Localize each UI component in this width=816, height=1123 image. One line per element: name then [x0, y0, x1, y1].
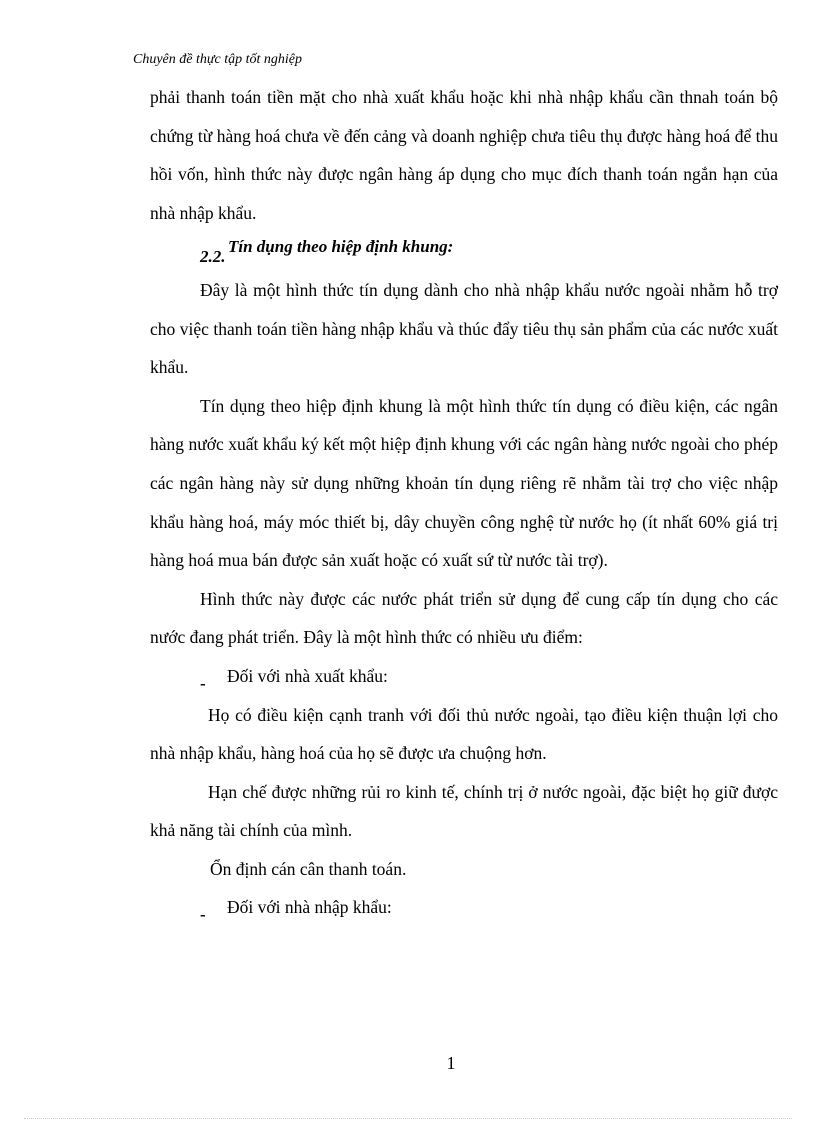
bullet-marker: - [200, 673, 206, 693]
page-number: 1 [446, 1053, 456, 1073]
paragraph-4: Hình thức này được các nước phát triển sử dụng để cung cấp tín dụng cho các nước đang phát triển. Đây là một hình thức có nhiều ưu điểm: [150, 588, 778, 648]
page-bottom-divider [24, 1118, 792, 1119]
paragraph-1: phải thanh toán tiền mặt cho nhà xuất khẩu hoặc khi nhà nhập khẩu cần thnah toán bộ chứng từ hàng hoá chưa về đến cảng và doanh nghiệp chưa tiêu thụ được hàng hoá để thu hồi vốn, hình thức này được ngân hàng áp dụng cho mục đích thanh toán ngắn hạn của nhà nhập khẩu. [150, 87, 778, 223]
bullet-importer-text: Đối với nhà nhập khẩu: [227, 897, 392, 918]
paragraph-6: Hạn chế được những rủi ro kinh tế, chính trị ở nước ngoài, đặc biệt họ giữ được khả năng tài chính của mình. [150, 781, 778, 841]
bullet-marker: - [200, 905, 206, 925]
section-title: Tín dụng theo hiệp định khung: [228, 237, 454, 257]
paragraph-3: Tín dụng theo hiệp định khung là một hình thức tín dụng có điều kiện, các ngân hàng nước xuất khẩu ký kết một hiệp định khung với các ngân hàng nước ngoài cho phép các ngân hàng này sử dụng những khoản tín dụng riêng rẽ nhằm tài trợ cho việc nhập khẩu hàng hoá, máy móc thiết bị, dây chuyền công nghệ từ nước họ (ít nhất 60% giá trị hàng hoá mua bán được sản xuất hoặc có xuất sứ từ nước tài trợ). [150, 395, 778, 571]
paragraph-7: Ổn định cán cân thanh toán. [210, 858, 407, 879]
document-body [150, 78, 778, 927]
paragraph-2: Đây là một hình thức tín dụng dành cho nhà nhập khẩu nước ngoài nhằm hỗ trợ cho việc thanh toán tiền hàng nhập khẩu và thúc đẩy tiêu thụ sản phẩm của các nước xuất khẩu. [150, 279, 778, 378]
paragraph-5: Họ có điều kiện cạnh tranh với đối thủ nước ngoài, tạo điều kiện thuận lợi cho nhà nhập khẩu, hàng hoá của họ sẽ được ưa chuộng hơn. [150, 704, 778, 764]
bullet-exporter [150, 657, 778, 696]
page-header: Chuyên đề thực tập tốt nghiệp [133, 52, 302, 67]
bullet-importer [150, 888, 778, 927]
section-heading [150, 232, 778, 271]
bullet-exporter-text: Đối với nhà xuất khẩu: [227, 665, 388, 686]
section-number: 2.2. [200, 247, 226, 267]
